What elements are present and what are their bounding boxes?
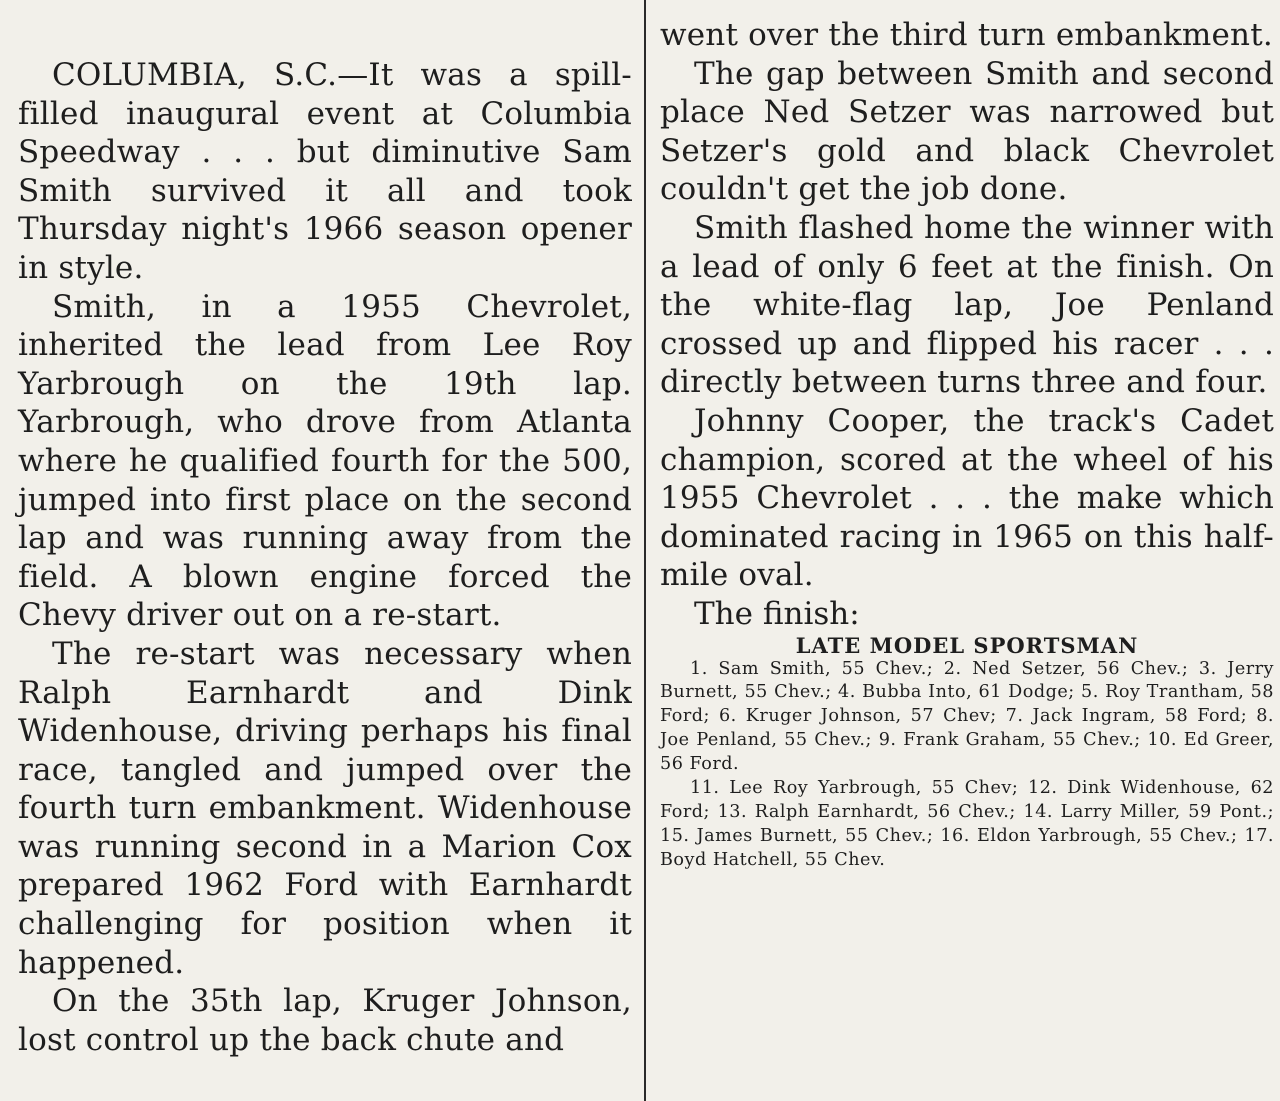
article-paragraph-continued: went over the third turn embankment. — [660, 17, 1273, 53]
column-divider — [644, 0, 646, 1101]
right-column — [660, 16, 1274, 873]
article-paragraph: The re-start was necessary when Ralph Earnhardt and Dink Widenhouse, driving perhaps his final race, tangled and jumped over the fourth turn embankment. Widenhouse was running second in a Marion Cox prepared 1962 Ford with Earnhardt challenging for position when it happened. — [18, 635, 632, 981]
article-paragraph: Smith, in a 1955 Chevrolet, inherited the lead from Lee Roy Yarbrough on the 19th lap. Yarbrough, who drove from Atlanta where he qualified fourth for the 500, jumped into first place on the second lap and was running away from the field. A blown engine forced the Chevy driver out on a re-start. — [18, 288, 632, 634]
finish-intro: The finish: — [694, 595, 860, 632]
article-paragraph: Johnny Cooper, the track's Cadet champion, scored at the wheel of his 1955 Chevrolet . . . the make which dominated racing in 1965 on this half-mile oval. — [660, 402, 1274, 594]
article-paragraph: Smith flashed home the winner with a lead of only 6 feet at the finish. On the white-flag lap, Joe Penland crossed up and flipped his racer . . . directly between turns three and four. — [660, 209, 1274, 401]
article-paragraph-lead: COLUMBIA, S.C.—It was a spill-filled inaugural event at Columbia Speedway . . . but diminutive Sam Smith survived it all and took Thursday night's 1966 season opener in style. — [18, 57, 632, 286]
results-list: 1. Sam Smith, 55 Chev.; 2. Ned Setzer, 56 Chev.; 3. Jerry Burnett, 55 Chev.; 4. Bubba Into, 61 Dodge; 5. Roy Trantham, 58 Ford; 6. Kruger Johnson, 57 Chev; 7. Jack Ingram, 58 Ford; 8. Joe Penland, 55 Chev.; 9. Frank Graham, 55 Chev.; 10. Ed Greer, 56 Ford. — [660, 658, 1274, 775]
article-paragraph: On the 35th lap, Kruger Johnson, lost control up the back chute and — [18, 983, 632, 1058]
article-paragraph: The gap between Smith and second place Ned Setzer was narrowed but Setzer's gold and black Chevrolet couldn't get the job done. — [660, 55, 1274, 208]
results-list: 11. Lee Roy Yarbrough, 55 Chev; 12. Dink Widenhouse, 62 Ford; 13. Ralph Earnhardt, 56 Chev.; 14. Larry Miller, 59 Pont.; 15. James Burnett, 55 Chev.; 16. Eldon Yarbrough, 55 Chev.; 17. Boyd Hatchell, 55 Chev. — [660, 778, 1274, 870]
left-column — [18, 56, 632, 1059]
results-heading: LATE MODEL SPORTSMAN — [795, 632, 1139, 658]
